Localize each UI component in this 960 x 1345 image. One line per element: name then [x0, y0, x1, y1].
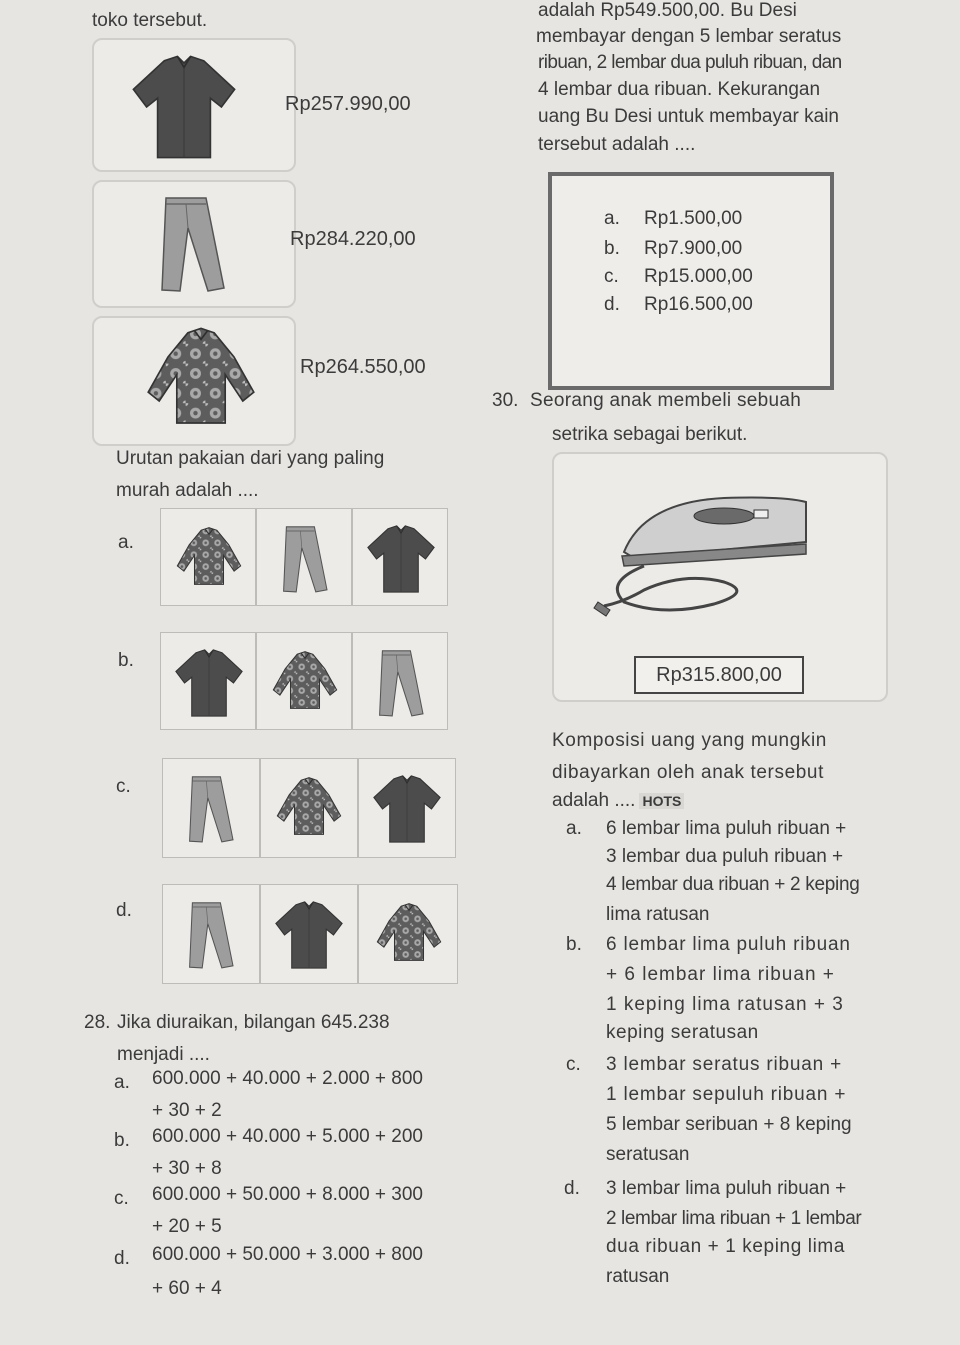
q29-option-d-letter: d.: [604, 294, 620, 315]
q29-option-b-text[interactable]: Rp7.900,00: [644, 238, 743, 259]
q28-option-d-line1[interactable]: 600.000 + 50.000 + 3.000 + 800: [152, 1244, 424, 1265]
option-c-images[interactable]: [162, 758, 458, 858]
q27-line2: murah adalah ....: [116, 480, 259, 501]
q30-option-d-line3: dua ribuan + 1 keping lima: [606, 1236, 845, 1257]
q30-option-c-letter: c.: [566, 1054, 581, 1075]
item-card-batik: [92, 316, 296, 446]
option-a-box-3: [352, 508, 448, 606]
q30-body-2: dibayarkan oleh anak tersebut: [552, 762, 824, 783]
q28-option-a-letter: a.: [114, 1072, 130, 1093]
q29-option-c-text[interactable]: Rp15.000,00: [644, 266, 753, 287]
q29-option-c-letter: c.: [604, 266, 619, 287]
q30-body-1: Komposisi uang yang mungkin: [552, 730, 827, 751]
pants-icon: [271, 519, 341, 599]
option-d-letter: d.: [116, 900, 132, 921]
q27-line1: Urutan pakaian dari yang paling: [116, 448, 385, 469]
item-price-pants: Rp284.220,00: [290, 228, 416, 250]
intro-text: toko tersebut.: [92, 10, 208, 31]
q29-answer-frame: [548, 172, 834, 390]
batik-shirt-icon: [267, 775, 351, 841]
q30-body-3: [552, 790, 684, 812]
pants-icon: [367, 643, 437, 723]
q28-option-d-letter: d.: [114, 1248, 130, 1269]
option-d-box-2: [260, 884, 358, 984]
option-a-box-2: [256, 508, 352, 606]
q30-option-d-line1[interactable]: 3 lembar lima puluh ribuan +: [606, 1178, 847, 1199]
shirt-icon: [371, 771, 443, 847]
q29-line-2: membayar dengan 5 lembar seratus: [536, 26, 842, 47]
hots-badge: HOTS: [639, 793, 684, 809]
q29-option-a-letter: a.: [604, 208, 620, 229]
q28-option-d-line2: + 60 + 4: [152, 1278, 222, 1299]
pants-icon: [177, 769, 247, 849]
q30-number: 30.: [492, 390, 519, 411]
q30-body-3-text: adalah ....: [552, 790, 636, 811]
q29-option-d-text[interactable]: Rp16.500,00: [644, 294, 753, 315]
q30-option-c-line4: seratusan: [606, 1144, 690, 1165]
q29-line-3: ribuan, 2 lembar dua puluh ribuan, dan: [538, 52, 842, 73]
option-a-letter: a.: [118, 532, 134, 553]
q29-line-5: uang Bu Desi untuk membayar kain: [538, 106, 839, 127]
q30-option-c-line3: 5 lembar seribuan + 8 keping: [606, 1114, 852, 1135]
q29-option-a-text[interactable]: Rp1.500,00: [644, 208, 743, 229]
batik-shirt-icon: [167, 525, 251, 591]
option-b-box-3: [352, 632, 448, 730]
q28-option-a-line2: + 30 + 2: [152, 1100, 222, 1121]
item-card-shirt: [92, 38, 296, 172]
option-d-images[interactable]: [162, 884, 460, 984]
batik-shirt-icon: [116, 324, 286, 434]
q29-line-1: adalah Rp549.500,00. Bu Desi: [538, 0, 797, 21]
q30-option-d-letter: d.: [564, 1178, 580, 1199]
q28-option-c-letter: c.: [114, 1188, 129, 1209]
q30-option-b-line3: 1 keping lima ratusan + 3: [606, 994, 844, 1015]
q28-option-c-line1[interactable]: 600.000 + 50.000 + 8.000 + 300: [152, 1184, 424, 1205]
iron-price-box: Rp315.800,00: [634, 656, 804, 694]
q28-option-c-line2: + 20 + 5: [152, 1216, 222, 1237]
q28-option-b-line1[interactable]: 600.000 + 40.000 + 5.000 + 200: [152, 1126, 424, 1147]
pants-icon: [177, 895, 247, 975]
q30-option-b-letter: b.: [566, 934, 582, 955]
iron-card: [552, 452, 888, 702]
shirt-icon: [173, 645, 245, 721]
q28-line1: Jika diuraikan, bilangan 645.238: [117, 1012, 390, 1033]
q30-option-a-line4: lima ratusan: [606, 904, 710, 925]
q28-line2: menjadi ....: [117, 1044, 210, 1065]
q30-line2: setrika sebagai berikut.: [552, 424, 748, 445]
pants-icon: [144, 194, 244, 294]
item-price-batik: Rp264.550,00: [300, 356, 426, 378]
q30-option-b-line2: + 6 lembar lima ribuan +: [606, 964, 835, 985]
q30-option-b-line1[interactable]: 6 lembar lima puluh ribuan: [606, 934, 851, 955]
q30-option-a-letter: a.: [566, 818, 582, 839]
q30-option-c-line1[interactable]: 3 lembar seratus ribuan +: [606, 1054, 842, 1075]
batik-shirt-icon: [367, 901, 451, 967]
q30-option-b-line4: keping seratusan: [606, 1022, 759, 1043]
option-c-box-1: [162, 758, 260, 858]
option-a-box-1: [160, 508, 256, 606]
q30-option-a-line3: 4 lembar dua ribuan + 2 keping: [606, 874, 860, 895]
item-price-shirt: Rp257.990,00: [285, 93, 411, 115]
q30-option-d-line2: 2 lembar lima ribuan + 1 lembar: [606, 1208, 862, 1229]
q30-option-a-line1[interactable]: 6 lembar lima puluh ribuan +: [606, 818, 847, 839]
iron-icon: [584, 472, 814, 622]
q29-line-6: tersebut adalah ....: [538, 134, 696, 155]
option-b-box-2: [256, 632, 352, 730]
q28-option-b-letter: b.: [114, 1130, 130, 1151]
shirt-icon: [365, 521, 437, 597]
q30-line1: Seorang anak membeli sebuah: [530, 390, 802, 411]
option-c-box-3: [358, 758, 456, 858]
q30-option-a-line2: 3 lembar dua puluh ribuan +: [606, 846, 844, 867]
option-c-letter: c.: [116, 776, 131, 797]
shirt-icon: [124, 52, 244, 162]
option-a-images[interactable]: [160, 508, 448, 606]
option-d-box-1: [162, 884, 260, 984]
option-d-box-3: [358, 884, 458, 984]
option-c-box-2: [260, 758, 358, 858]
q29-option-b-letter: b.: [604, 238, 620, 259]
q30-option-d-line4: ratusan: [606, 1266, 670, 1287]
shirt-icon: [273, 897, 345, 973]
q28-option-b-line2: + 30 + 8: [152, 1158, 222, 1179]
option-b-letter: b.: [118, 650, 134, 671]
q28-option-a-line1[interactable]: 600.000 + 40.000 + 2.000 + 800: [152, 1068, 424, 1089]
q30-option-c-line2: 1 lembar sepuluh ribuan +: [606, 1084, 847, 1105]
q28-number: 28.: [84, 1012, 111, 1033]
batik-shirt-icon: [263, 649, 347, 715]
option-b-box-1: [160, 632, 256, 730]
item-card-pants: [92, 180, 296, 308]
option-b-images[interactable]: [160, 632, 450, 730]
q29-line-4: 4 lembar dua ribuan. Kekurangan: [538, 79, 821, 100]
